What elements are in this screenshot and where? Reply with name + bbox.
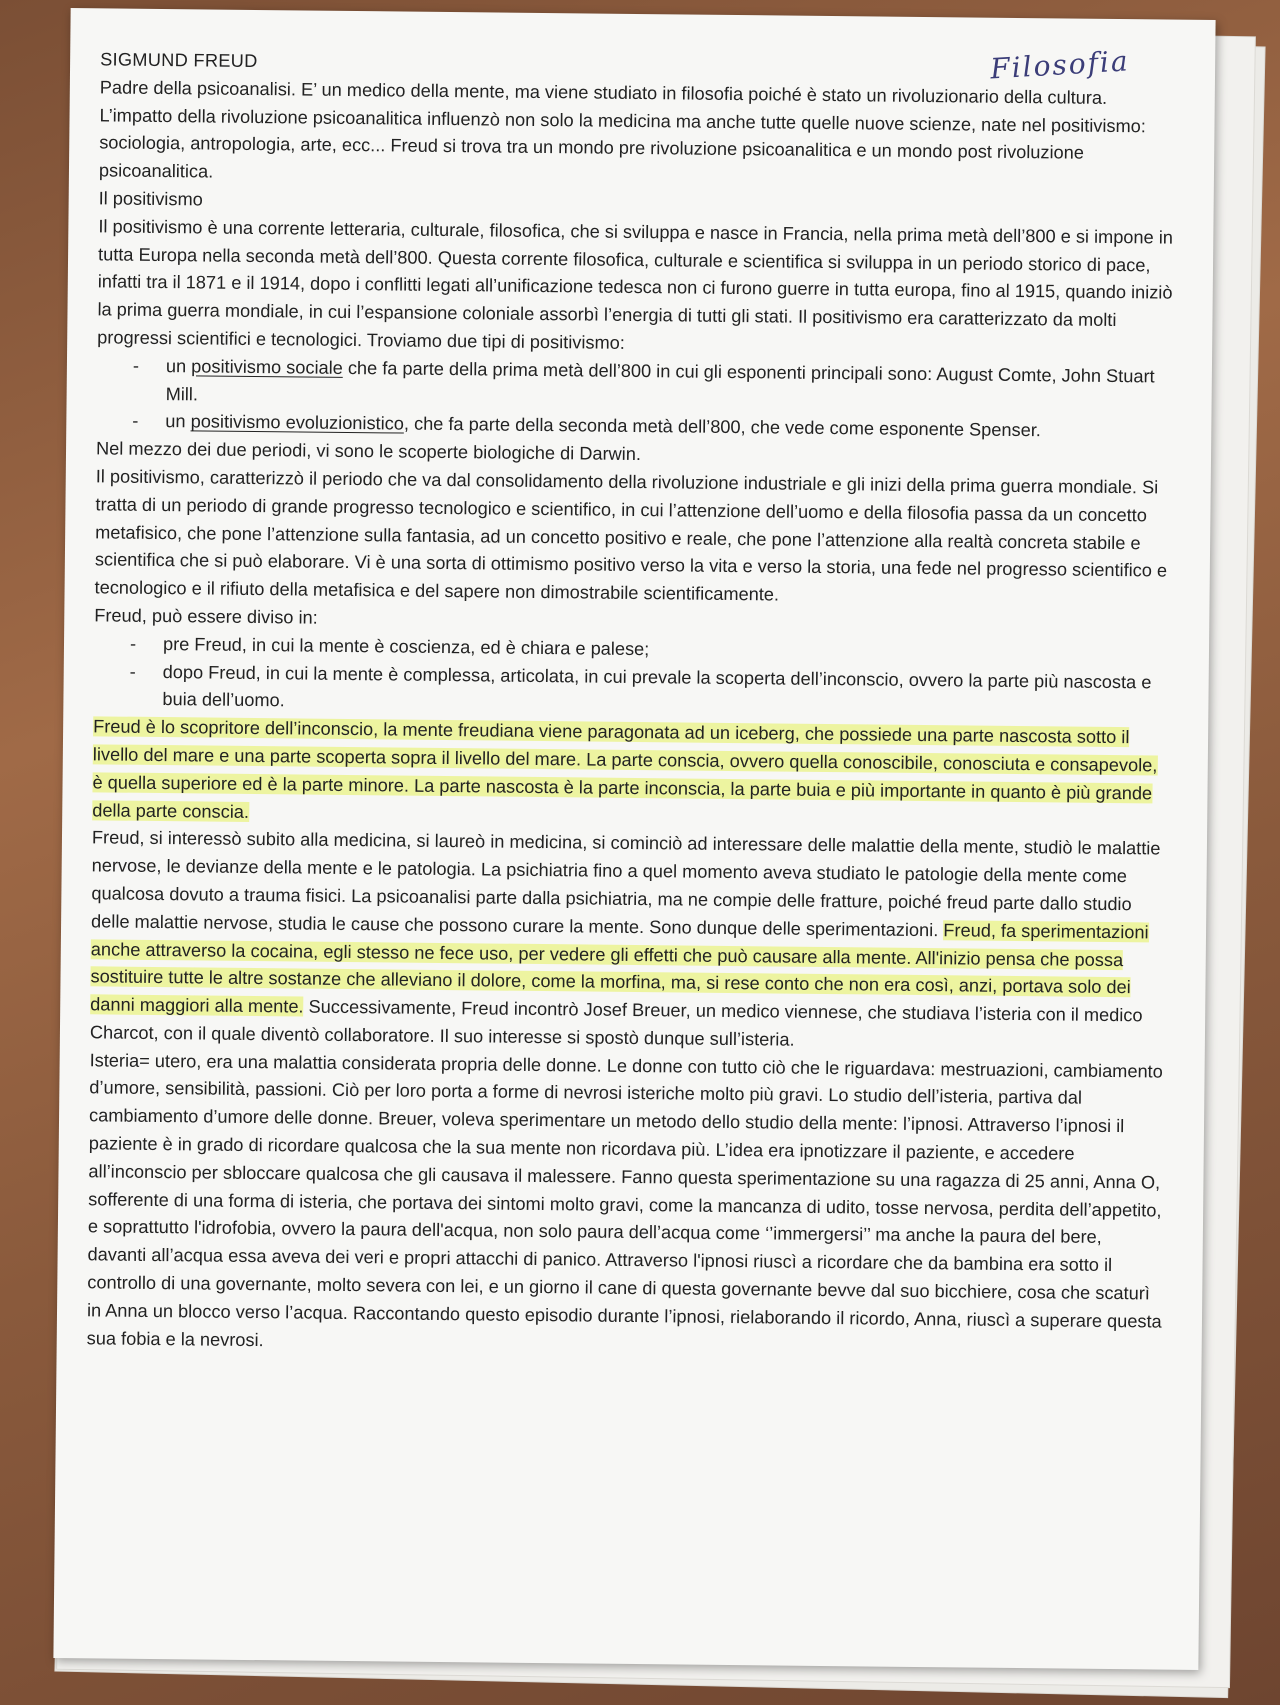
medicine-paragraph: [90, 825, 1167, 1059]
document-title: SIGMUND FREUD: [100, 49, 258, 72]
positivism-heading: Il positivismo: [98, 188, 203, 210]
list-item: - dopo Freud, in cui la mente è complessa, articolata, in cui prevale la scoperta dell’inconscio, ovvero la parte più nascosta e buia dell’uomo.: [117, 658, 1169, 725]
highlighted-text: Freud è lo scopritore dell’inconscio, la mente freudiana viene paragonata ad un iceberg, che possiede una parte nascosta sotto il livello del mare e una parte scoperta sopra il livello del mare. La parte conscia, ovvero quella conoscibile, conosciuta e consapevole, è quella superiore ed è la parte minore. La parte nascosta è la parte inconscia, la parte buia e più importante in quanto è più grande della parte conscia.: [92, 716, 1158, 822]
positivism-types-list: [96, 352, 1172, 447]
underlined-term: positivismo evoluzionistico: [190, 411, 405, 434]
paragraph-text: Freud, si interessò subito alla medicina, si laureò in medicina, si cominciò ad interessare delle malattie della mente, studiò le malattie nervose, le devianze della mente e le patologia. La psichiatria fino a quel momento aveva studiato le patologie della mente come qualcosa dovuto a trauma fisici. La psicoanalisi parte dalla psichiatria, ma ne compie delle fratture, poiché freud parte dallo studio delle malattie nervose, studia le cause che possono curare la mente. Sono dunque delle sperimentazioni.: [91, 827, 1161, 940]
paragraph-text: Successivamente, Freud incontrò Josef Breuer, un medico viennese, che studiava l’isteria con il medico Charcot, con il quale diventò collaboratore. Il suo interesse si spostò dunque sull’isteria.: [89, 996, 1143, 1050]
document-page: [53, 8, 1215, 1670]
underlined-term: positivismo sociale: [191, 356, 343, 378]
freud-division-intro: Freud, può essere diviso in:: [94, 605, 318, 628]
list-item-prefix: un: [165, 355, 192, 377]
hysteria-paragraph: Isteria= utero, era una malattia considerata propria delle donne. Le donne con tutto ciò che le riguardava: mestruazioni, cambiamento d’umore, sensibilità, passioni. Ciò per loro porta a forme di nevrosi isteriche molto più gravi. Lo studio dell’isteria, partiva dal cambiamento d’umore delle donne. Breuer, voleva sperimentare un metodo dello studio della mente: l’ipnosi. Attraverso l’ipnosi il paziente è in grado di ricordare qualcosa che la sua mente non ricordava più. L’idea era ipnotizzare il paziente, e accedere all’inconscio per sbloccare qualcosa che gli causava il malessere. Fanno questa sperimentazione su una ragazza di 25 anni, Anna O, sofferente di una forma di isteria, che portava dei sintomi molto gravi, come la mancanza di udito, tosse nervosa, perdita dell’appetito, e soprattutto l'idrofobia, ovvero la paura dell'acqua, non solo paura dell’acqua come ‘’immergersi’’ ma anche la paura del bere, davanti all’acqua essa aveva dei veri e propri attacchi di panico. Attraverso l'ipnosi riuscì a ricordare che da bambina era sotto il controllo di una governante, molto severa con lei, e un giorno il cane di questa governante bevve dal suo bicchiere, cosa che scaturì in Anna un blocco verso l’acqua. Raccontando questo episodio durante l’ipnosi, rielaborando il ricordo, Anna, riuscì a superare questa sua fobia e la nevrosi.: [86, 1049, 1163, 1350]
positivism-paragraph: Il positivismo è una corrente letteraria, culturale, filosofica, che si sviluppa e nasce in Francia, nella prima metà dell’800 e si impone in tutta Europa nella seconda metà dell’800. Questa corrente filosofica, culturale e scientifica si sviluppa in un periodo storico di pace, infatti tra il 1871 e il 1914, dopo i conflitti legati all’unificazione tedesca non ci furono guerre in tutta europa, fino al 1915, quando iniziò la prima guerra mondiale, in cui l’espansione coloniale assorbì l’energia di tutti gli stati. Il positivismo era caratterizzato da molti progressi scientifici e tecnologici. Troviamo due tipi di positivismo:: [97, 216, 1174, 353]
freud-division-list: [93, 630, 1169, 725]
highlighted-text: Freud, fa sperimentazioni anche attraverso la cocaina, egli stesso ne fece uso, per vedere gli effetti che può causare alla mente. All'inizio pensa che possa sostituire tutte le altre sostanze che alleviano il dolore, come la morfina, ma, si rese conto che non era così, anzi, portava solo dei danni maggiori alla mente.: [90, 919, 1149, 1017]
intro-paragraph: Padre della psicoanalisi. E’ un medico della mente, ma viene studiato in filosofia poiché è stato un rivoluzionario della cultura. L’impatto della rivoluzione psicoanalitica influenzò non solo la medicina ma anche tutte quelle nuove scienze, nate nel positivismo: sociologia, antropologia, arte, ecc... Freud si trova tra un mondo pre rivoluzione psicoanalitica e un mondo post rivoluzione psicoanalitica.: [98, 77, 1147, 182]
darwin-paragraph: Nel mezzo dei due periodi, vi sono le scoperte biologiche di Darwin.: [95, 438, 642, 465]
document-body: [87, 46, 1176, 1364]
positivism-paragraph-2: Il positivismo, caratterizzò il periodo che va dal consolidamento della rivoluzione industriale e gli inizi della prima guerra mondiale. Si tratta di un periodo di grande progresso tecnologico e scientifico, in cui l’attenzione dell’uomo e della filosofia passa da un concetto metafisico, che pone l’attenzione sulla fantasia, ad un concetto positivo e reale, che pone l’attenzione alla realtà concreta stabile e scientifica che si può elaborare. Vi è una sorta di ottimismo positivo verso la vita e verso la storia, una fede nel progresso scientifico e tecnologico e il rifiuto della metafisica e del sapere non dimostrabile scientificamente.: [94, 466, 1168, 605]
handwritten-subject-note: Filosofia: [988, 44, 1130, 86]
list-item-text: che fa parte della prima metà dell’800 in cui gli esponenti principali sono: August Comte, John Stuart Mill.: [165, 357, 1155, 404]
iceberg-paragraph: [92, 713, 1168, 835]
list-item: - pre Freud, in cui la mente è coscienza, ed è chiara e palese;: [118, 630, 1169, 669]
list-item-text: , che fa parte della seconda metà dell’800, che vede come esponente Spenser.: [403, 413, 1041, 441]
list-item-prefix: un: [165, 411, 191, 432]
